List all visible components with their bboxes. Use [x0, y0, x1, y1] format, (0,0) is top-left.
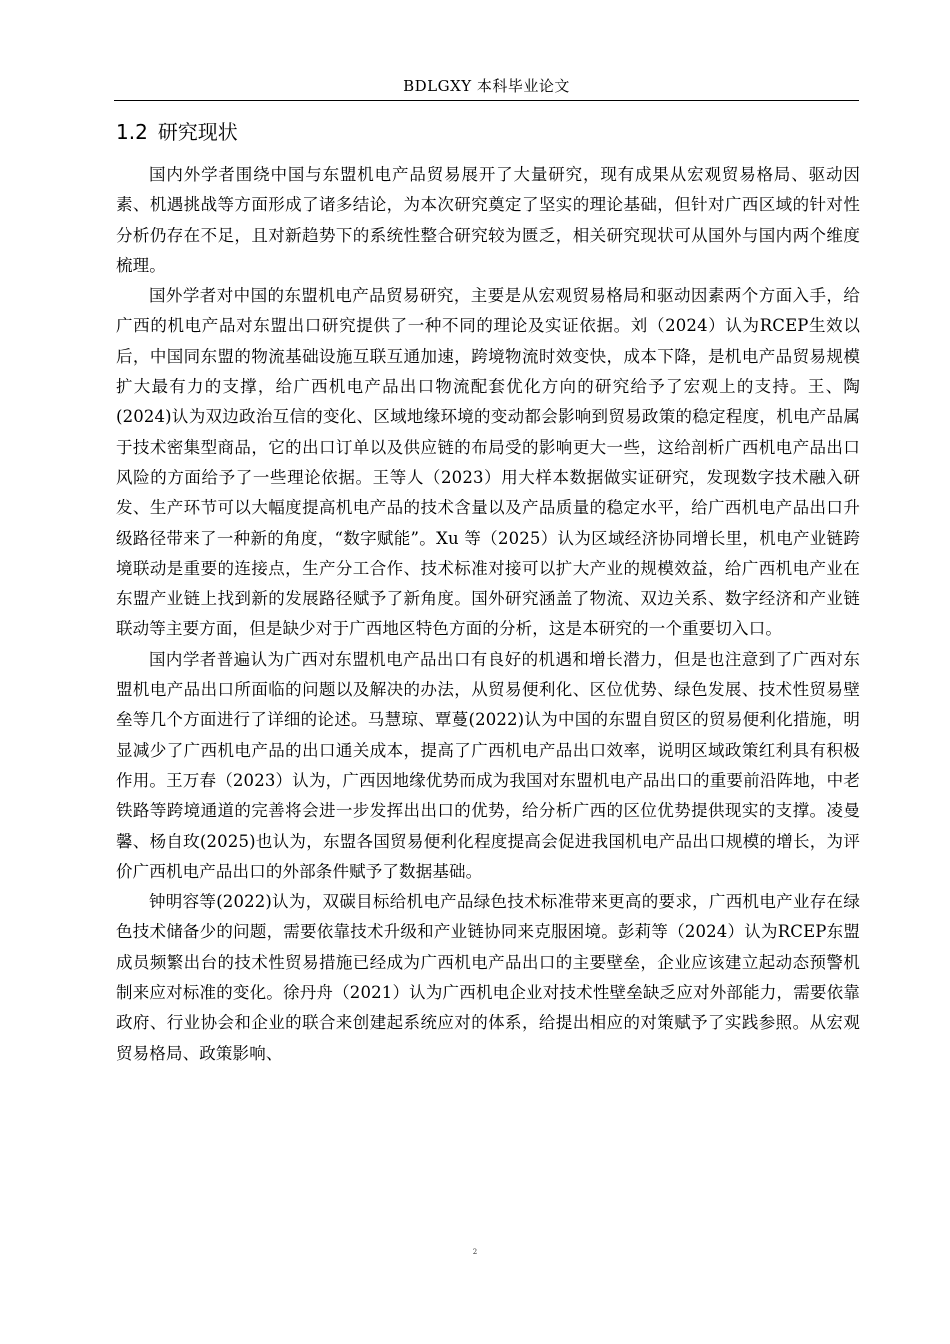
- header-rule: [114, 100, 859, 101]
- page-number: 2: [472, 1248, 478, 1256]
- section-number: 1.2: [116, 120, 148, 144]
- paragraph-3: 国内学者普遍认为广西对东盟机电产品出口有良好的机遇和增长潜力，但是也注意到了广西对东盟机电产品出口所面临的问题以及解决的办法，从贸易便利化、区位优势、绿色发展、技术性贸易壁垒等几个方面进行了详细的论述。马慧琼、覃蔓(2022)认为中国的东盟自贸区的贸易便利化措施，明显减少了广西机电产品的出口通关成本，提高了广西机电产品出口效率，说明区域政策红利具有积极作用。王万春（2023）认为，广西因地缘优势而成为我国对东盟机电产品出口的重要前沿阵地，中老铁路等跨境通道的完善将会进一步发挥出出口的优势，给分析广西的区位优势提供现实的支撑。凌曼馨、杨自玫(2025)也认为，东盟各国贸易便利化程度提高会促进我国机电产品出口规模的增长，为评价广西机电产品出口的外部条件赋予了数据基础。: [116, 649, 860, 881]
- section-heading: [116, 118, 238, 146]
- paragraph-4: 钟明容等(2022)认为，双碳目标给机电产品绿色技术标准带来更高的要求，广西机电产业存在绿色技术储备少的问题，需要依靠技术升级和产业链协同来克服困境。彭莉等（2024）认为RCEP东盟成员频繁出台的技术性贸易措施已经成为广西机电产品出口的主要壁垒，企业应该建立起动态预警机制来应对标准的变化。徐丹舟（2021）认为广西机电企业对技术性壁垒缺乏应对外部能力，需要依靠政府、行业协会和企业的联合来创建起系统应对的体系，给提出相应的对策赋予了实践参照。从宏观贸易格局、政策影响、: [116, 892, 860, 1063]
- running-header: BDLGXY 本科毕业论文: [403, 77, 570, 95]
- section-title-text: 研究现状: [157, 120, 238, 144]
- paragraph-1: 国内外学者围绕中国与东盟机电产品贸易展开了大量研究，现有成果从宏观贸易格局、驱动因素、机遇挑战等方面形成了诸多结论，为本次研究奠定了坚实的理论基础，但针对广西区域的针对性分析仍存在不足，且对新趋势下的系统性整合研究较为匮乏，相关研究现状可从国外与国内两个维度梳理。: [116, 165, 860, 275]
- paragraph-2: 国外学者对中国的东盟机电产品贸易研究，主要是从宏观贸易格局和驱动因素两个方面入手，给广西的机电产品对东盟出口研究提供了一种不同的理论及实证依据。刘（2024）认为RCEP生效以后，中国同东盟的物流基础设施互联互通加速，跨境物流时效变快，成本下降，是机电产品贸易规模扩大最有力的支撑，给广西机电产品出口物流配套优化方向的研究给予了宏观上的支持。王、陶(2024)认为双边政治互信的变化、区域地缘环境的变动都会影响到贸易政策的稳定程度，机电产品属于技术密集型商品，它的出口订单以及供应链的布局受的影响更大一些，这给剖析广西机电产品出口风险的方面给予了一些理论依据。王等人（2023）用大样本数据做实证研究，发现数字技术融入研发、生产环节可以大幅度提高机电产品的技术含量以及产品质量的稳定水平，给广西机电产品出口升级路径带来了一种新的角度，“数字赋能”。Xu 等（2025）认为区域经济协同增长里，机电产业链跨境联动是重要的连接点，生产分工合作、技术标准对接可以扩大产业的规模效益，给广西机电产业在东盟产业链上找到新的发展路径赋予了新角度。国外研究涵盖了物流、双边关系、数字经济和产业链联动等主要方面，但是缺少对于广西地区特色方面的分析，这是本研究的一个重要切入口。: [116, 286, 860, 639]
- body-text: [116, 160, 860, 1069]
